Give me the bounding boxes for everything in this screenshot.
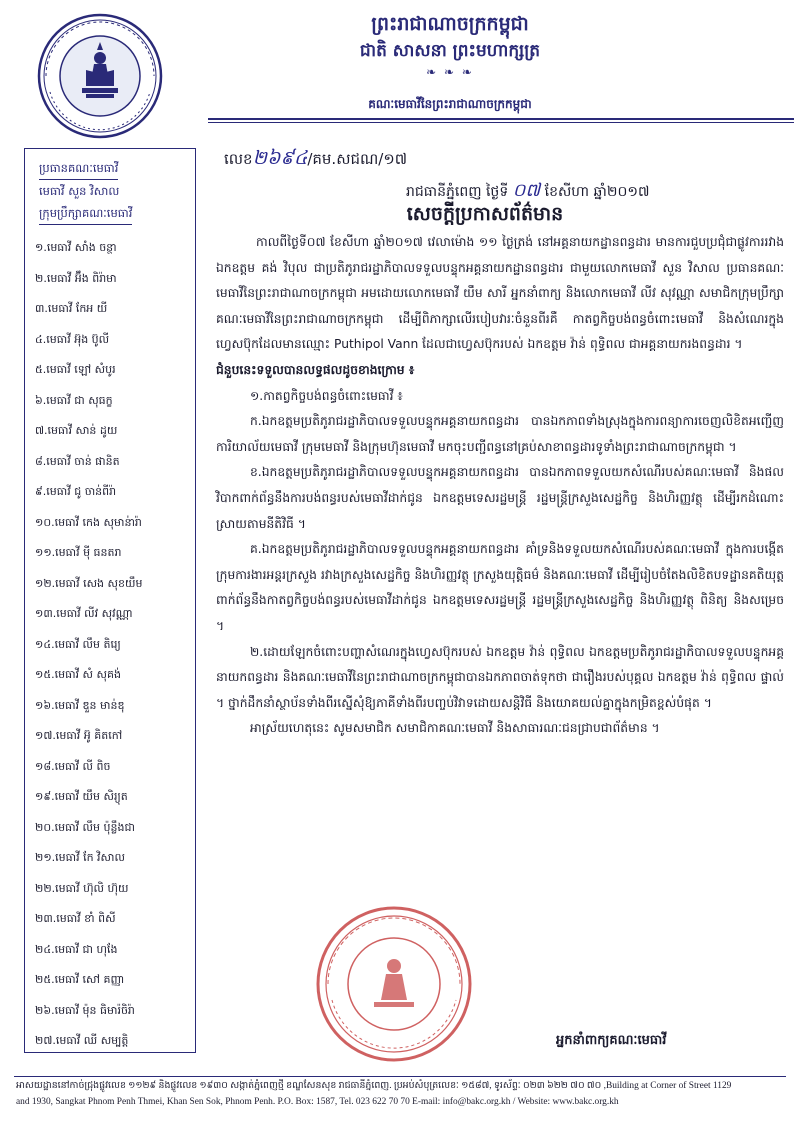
board-title: ក្រុមប្រឹក្សាគណៈមេធាវី	[39, 202, 132, 225]
intro-paragraph: កាលពីថ្ងៃទី០៧ ខែសីហា ឆ្នាំ២០១៧ វេលាម៉ោង ១១ ថ្ងៃត្រង់ នៅអគ្គនាយកដ្ឋានពន្ធដារ មានការជួបប្រជុំជាផ្លូវការរវាង ឯកឧត្តម គង់ វិបុល ជាប្រតិភូរាជរដ្ឋាភិបាលទទួលបន្ទុកអគ្គនាយកដ្ឋានពន្ធដារ ជាមួយលោកមេធាវី សួន វិសាល ប្រធានគណៈមេធាវីនៃព្រះរាជាណាចក្រកម្ពុជា អមដោយលោកមេធាវី យឹម សារី អ្នកនាំពាក្យ និងលោកមេធាវី លីវ សុវណ្ណា សមាជិកក្រុមប្រឹក្សាគណៈមេធាវីនៃព្រះរាជាណាចក្រកម្ពុជា ដើម្បីពិភាក្សាលើរបៀបវារៈចំនួនពីរគឺ កាតព្វកិច្ចបង់ពន្ធចំពោះមេធាវី និងសំណេរក្នុងហ្វេសប៊ុកដែលមានឈ្មោះ Puthipol Vann ដែលជាហ្វេសប៊ុករបស់ ឯកឧត្តម វ៉ាន់ ពុទ្ធិពល ជាអគ្គនាយករងពន្ធដារ ។	[216, 235, 784, 352]
closing-paragraph: អាស្រ័យហេតុនេះ សូមសមាជិក សមាជិកាគណៈមេធាវី និងសាធារណៈជនជ្រាបជាព័ត៌មាន ។	[250, 721, 660, 736]
board-member-item: ២៤.មេធាវី ជា ហុងែ	[35, 942, 118, 956]
paragraph-ko: គ.ឯកឧត្តមប្រតិភូរាជរដ្ឋាភិបាលទទួលបន្ទុកអគ្គនាយកពន្ធដារ គាំទ្រនិងទទួលយកសំណើរបស់គណៈមេធាវី ក្នុងការបង្កើតក្រុមការងារអន្តរក្រសួង រវាងក្រសួងសេដ្ឋកិច្ច និងហិរញ្ញវត្ថុ ក្រសួងយុត្តិធម៌ និងគណៈមេធាវី ដើម្បីរៀបចំតែងលិខិតបទដ្ឋានគតិយុត្តពាក់ព័ន្ធនឹងកាតព្វកិច្ចបង់ពន្ធរបស់មេធាវីដាក់ជូន ឯកឧត្តមទេសរដ្ឋមន្ត្រី រដ្ឋមន្ត្រីក្រសួងសេដ្ឋកិច្ច និងហិរញ្ញវត្ថុ ពិនិត្យ និងសម្រេច ។	[216, 542, 784, 633]
board-member-item: ២០.មេធាវី លឹម ប៉ុន្លឹងជា	[35, 820, 135, 834]
board-member-item: ២៧.មេធាវី ឈី សម្បត្តិ	[35, 1034, 129, 1047]
reference-suffix: /គម.សជណ/១៧	[307, 150, 408, 168]
header-divider-thin	[208, 122, 794, 123]
board-member-item: ១៤.មេធាវី លឹម តិរ្យេ	[35, 637, 121, 651]
kingdom-name: ព្រះរាជាណាចក្រកម្ពុជា	[371, 13, 529, 35]
board-member-item: ១៨.មេធាវី លី ពិច	[35, 759, 111, 773]
board-member-item: ៦.មេធាវី ជា សុធក្ខ	[35, 393, 113, 407]
result-heading: ជំនួបនេះទទួលបានលទ្ធផលដូចខាងក្រោម ៖	[216, 362, 415, 377]
board-member-item: ១១.មេធាវី ម៉ី ធនតរា	[35, 546, 122, 559]
footer-divider	[14, 1076, 786, 1077]
board-member-item: ១២.មេធាវី សេង សុខយឹម	[35, 576, 143, 590]
footer-line-1: អាសយដ្ឋាននៅកាច់ជ្រុងផ្លូវលេខ ១១២៩ និងផ្លូវលេខ ១៩៣០ សង្កាត់ភ្នំពេញថ្មី ខណ្ឌសែនសុខ រាជធានីភ្នំពេញ. ប្រអប់សំបុត្រលេខៈ ១៥៨៧, ទូរស័ព្ទៈ ០២៣ ៦២២ ៧០ ៧០ ,Building at Corner of Street 1129	[16, 1081, 732, 1091]
president-name: មេធាវី សួន វិសាល	[39, 184, 120, 198]
reference-number	[224, 146, 407, 174]
president-title: ប្រធានគណៈមេធាវី	[39, 157, 118, 180]
board-member-item: ២១.មេធាវី កែ វិសាល	[35, 851, 125, 864]
board-members-list	[25, 229, 195, 1057]
date-prefix: រាជធានីភ្នំពេញ ថ្ងៃទី	[406, 184, 509, 200]
board-member-item: ១៩.មេធាវី យឹម សិរ្យុត	[35, 790, 128, 803]
place-date	[406, 178, 649, 205]
council-name: គណៈមេធាវីនៃព្រះរាជាណាចក្រកម្ពុជា	[368, 97, 532, 111]
board-member-item: ១៣.មេធាវី លីវ សុវណ្ណា	[35, 607, 133, 620]
footer-line-2: and 1930, Sangkat Phnom Penh Thmei, Khan Sen Sok, Phnom Penh. P.O. Box: 1587, Tel. 023 622 70 70 E-mail: info@bakc.org.kh / Website: www.bakc.org.kh	[16, 1097, 619, 1107]
document-body	[216, 230, 784, 742]
board-member-item: ១.មេធាវី សាំង ចន្ថា	[35, 241, 117, 254]
board-member-item: ៥.មេធាវី ឡៅ សំបូរ	[35, 363, 116, 376]
ornament: ❧ ❧ ❧	[426, 65, 474, 79]
board-member-item: ២.មេធាវី អ៊ឹង ពិរ៉ាមា	[35, 271, 117, 285]
board-member-item: ២៦.មេធាវី ម៉ុន ធិមារ៉ចិរ៉ា	[35, 1003, 135, 1017]
paragraph-kha: ខ.ឯកឧត្តមប្រតិភូរាជរដ្ឋាភិបាលទទួលបន្ទុកអគ្គនាយកពន្ធដារ បានឯកភាពទទួលយកសំណើរបស់គណៈមេធាវី និងផលវិបាកពាក់ព័ន្ធនឹងការបង់ពន្ធរបស់មេធាវីដាក់ជូន ឯកឧត្តមទេសរដ្ឋមន្ត្រី រដ្ឋមន្ត្រីក្រសួងសេដ្ឋកិច្ច និងហិរញ្ញវត្ថុ ដើម្បីរកដំណោះស្រាយតាមនីតិវិធី ។	[216, 465, 784, 531]
board-member-item: ៣.មេធាវី កែអ យី	[35, 302, 108, 315]
board-member-item: ១០.មេធាវី កេង សុមាន់ារ៉ា	[35, 515, 142, 529]
bar-association-seal	[36, 12, 164, 140]
board-member-item: ២២.មេធាវី ហ៊ុលិ ហ៊ុយ	[35, 881, 129, 895]
board-member-item: ៨.មេធាវី ចាន់ ផានិត	[35, 454, 120, 468]
board-member-item: ១៦.មេធាវី ឌួន មាន់ឌុ	[35, 698, 125, 712]
footer-address	[16, 1078, 786, 1110]
board-member-item: ១៥.មេធាវី សំ សុគង់	[35, 668, 121, 681]
header-divider	[208, 118, 794, 120]
board-member-item: ៩.មេធាវី ជូ ចាន់ពីរ៉ា	[35, 485, 117, 498]
reference-handwritten-number: ២៦៩៤	[252, 147, 308, 169]
date-day-handwritten: ០៧	[512, 180, 541, 201]
reference-prefix: លេខ	[224, 150, 253, 168]
signer-title: អ្នកនាំពាក្យគណៈមេធាវី	[556, 1033, 667, 1048]
board-member-item: ២៥.មេធាវី សៅ គញ្ញា	[35, 973, 125, 986]
board-member-item: ១៧.មេធាវី អ៊ូ គិតកៅ	[35, 729, 123, 742]
document-title: សេចក្តីប្រកាសព័ត៌មាន	[406, 203, 564, 225]
section-2-paragraph: ២.ដោយឡែកចំពោះបញ្ហាសំណេរក្នុងហ្វេសប៊ុករបស់ ឯកឧត្តម វ៉ាន់ ពុទ្ធិពល ឯកឧត្តមប្រតិភូរាជរដ្ឋាភិបាលទទួលបន្ទុកអគ្គនាយកពន្ធដារ និងគណៈមេធាវីនៃព្រះរាជាណាចក្រកម្ពុជាបានឯកភាពចាត់ទុកថា ជារឿងរបស់បុគ្គល ឯកឧត្តម វ៉ាន់ ពុទ្ធិពល ផ្ទាល់ ។ ថ្នាក់ដឹកនាំស្ថាប័នទាំងពីរស្នើសុំឱ្យភាគីទាំងពីរបញ្ចប់វិវាទដោយសន្តិវិធី និងយោគយល់គ្នាក្នុងកម្រិតខ្ពស់បំផុត ។	[216, 644, 784, 710]
national-motto: ជាតិ សាសនា ព្រះមហាក្សត្រ	[359, 41, 541, 61]
date-suffix: ខែសីហា ឆ្នាំ២០១៧	[540, 184, 650, 200]
kingdom-header	[300, 10, 600, 80]
official-stamp	[314, 904, 474, 1064]
paragraph-ka: ក.ឯកឧត្តមប្រតិភូរាជរដ្ឋាភិបាលទទួលបន្ទុកអគ្គនាយកពន្ធដារ បានឯកភាពទាំងស្រុងក្នុងការពន្យាការចេញលិខិតអញ្ជើញការិយាល័យមេធាវី ក្រុមមេធាវី និងក្រុមហ៊ុនមេធាវី មកចុះបញ្ជីពន្ធនៅគ្រប់សាខាពន្ធដារទូទាំងព្រះរាជាណាចក្រកម្ពុជា ។	[216, 414, 784, 454]
sidebar-board-list	[24, 148, 196, 1053]
board-member-item: ៤.មេធាវី អ៊ុង ប៊ូលី	[35, 332, 110, 346]
section-1-heading: ១.កាតព្វកិច្ចបង់ពន្ធចំពោះមេធាវី ៖	[250, 388, 403, 403]
board-member-item: ២៣.មេធាវី ខាំ ពិសី	[35, 912, 116, 925]
board-member-item: ៧.មេធាវី សាន់ ដូយ	[35, 424, 118, 437]
